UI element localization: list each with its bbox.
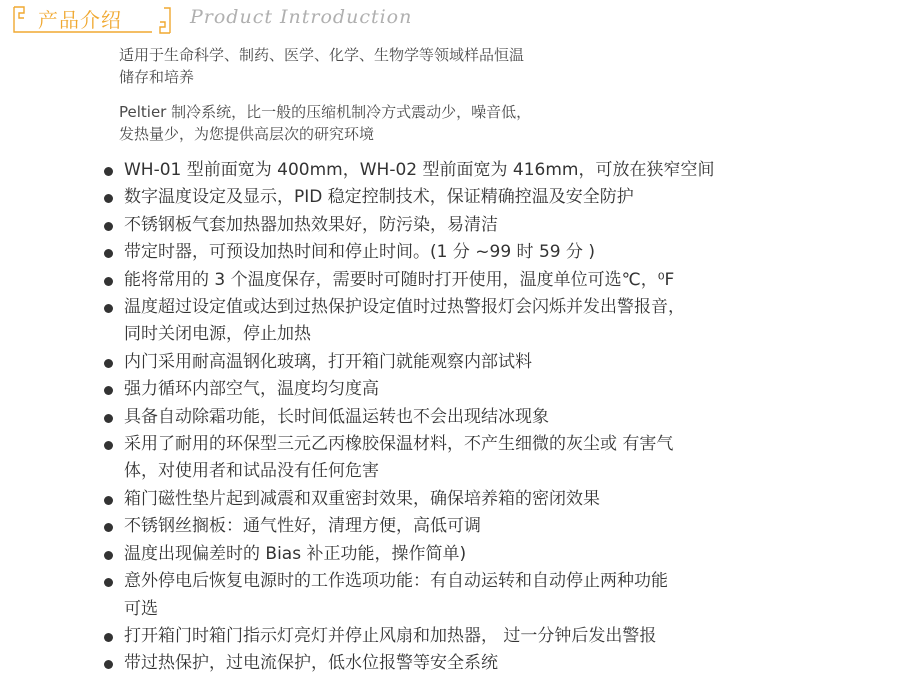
bullet-icon	[104, 523, 113, 532]
section-subtitle: Product Introduction	[190, 6, 413, 28]
feature-text: 可选	[124, 598, 158, 619]
intro-paragraph-1	[119, 44, 679, 88]
feature-item	[104, 376, 794, 403]
feature-item	[104, 541, 794, 568]
intro-line: 适用于生命科学、制药、医学、化学、生物学等领域样品恒温	[119, 46, 525, 64]
bullet-icon	[104, 249, 113, 258]
intro-line: 发热量少，为您提供高层次的研究环境	[119, 125, 375, 143]
feature-text: 数字温度设定及显示，PID 稳定控制技术，保证精确控温及安全防护	[124, 187, 634, 208]
intro-paragraph-2	[119, 101, 679, 145]
bullet-icon	[104, 496, 113, 505]
feature-text: 打开箱门时箱门指示灯亮灯并停止风扇和加热器， 过一分钟后发出警报	[124, 625, 657, 646]
bullet-icon	[104, 441, 113, 450]
feature-text: 温度出现偏差时的 Bias 补正功能，操作简单)	[124, 543, 467, 564]
feature-text: 能将常用的 3 个温度保存，需要时可随时打开使用，温度单位可选℃，⁰F	[124, 269, 675, 290]
bullet-icon	[104, 222, 113, 231]
feature-item	[104, 431, 794, 486]
title-frame	[12, 4, 172, 36]
header	[0, 0, 900, 40]
feature-text: 箱门磁性垫片起到减震和双重密封效果，确保培养箱的密闭效果	[124, 488, 600, 509]
feature-item	[104, 650, 794, 677]
bullet-icon	[104, 660, 113, 669]
bullet-icon	[104, 414, 113, 423]
bullet-icon	[104, 304, 113, 313]
feature-item	[104, 568, 794, 623]
intro-line: Peltier 制冷系统，比一般的压缩机制冷方式震动少，噪音低，	[119, 103, 532, 121]
feature-text: 内门采用耐高温钢化玻璃，打开箱门就能观察内部试料	[124, 351, 532, 372]
feature-item	[104, 349, 794, 376]
feature-item	[104, 486, 794, 513]
section-title: 产品介绍	[38, 8, 122, 32]
feature-item	[104, 212, 794, 239]
feature-item	[104, 513, 794, 540]
feature-item	[104, 294, 794, 349]
feature-text: 同时关闭电源，停止加热	[124, 324, 311, 345]
feature-item	[104, 404, 794, 431]
feature-text: 强力循环内部空气，温度均匀度高	[124, 379, 379, 400]
feature-text: WH-01 型前面宽为 400mm，WH-02 型前面宽为 416mm，可放在狭窄空间	[124, 160, 715, 180]
bullet-icon	[104, 277, 113, 286]
feature-text: 带定时器，可预设加热时间和停止时间。(1 分 ~99 时 59 分 )	[124, 242, 596, 263]
feature-text: 具备自动除霜功能，长时间低温运转也不会出现结冰现象	[124, 406, 549, 427]
feature-text: 采用了耐用的环保型三元乙丙橡胶保温材料，不产生细微的灰尘或 有害气	[124, 434, 674, 455]
feature-list	[104, 157, 794, 678]
bullet-icon	[104, 194, 113, 203]
feature-text: 体，对使用者和试品没有任何危害	[124, 461, 379, 482]
feature-item	[104, 267, 794, 294]
feature-text: 不锈钢丝搁板：通气性好，清理方便，高低可调	[124, 516, 481, 537]
feature-item	[104, 623, 794, 650]
feature-item	[104, 157, 794, 184]
bullet-icon	[104, 167, 113, 176]
bullet-icon	[104, 359, 113, 368]
feature-item	[104, 184, 794, 211]
feature-text: 意外停电后恢复电源时的工作选项功能：有自动运转和自动停止两种功能	[124, 571, 668, 592]
feature-text: 带过热保护，过电流保护，低水位报警等安全系统	[124, 653, 498, 674]
bullet-icon	[104, 578, 113, 587]
bullet-icon	[104, 633, 113, 642]
feature-text: 不锈钢板气套加热器加热效果好，防污染，易清洁	[124, 214, 498, 235]
feature-item	[104, 239, 794, 266]
bullet-icon	[104, 551, 113, 560]
feature-text: 温度超过设定值或达到过热保护设定值时过热警报灯会闪烁并发出警报音，	[124, 297, 685, 318]
intro-line: 储存和培养	[119, 68, 195, 86]
bullet-icon	[104, 386, 113, 395]
